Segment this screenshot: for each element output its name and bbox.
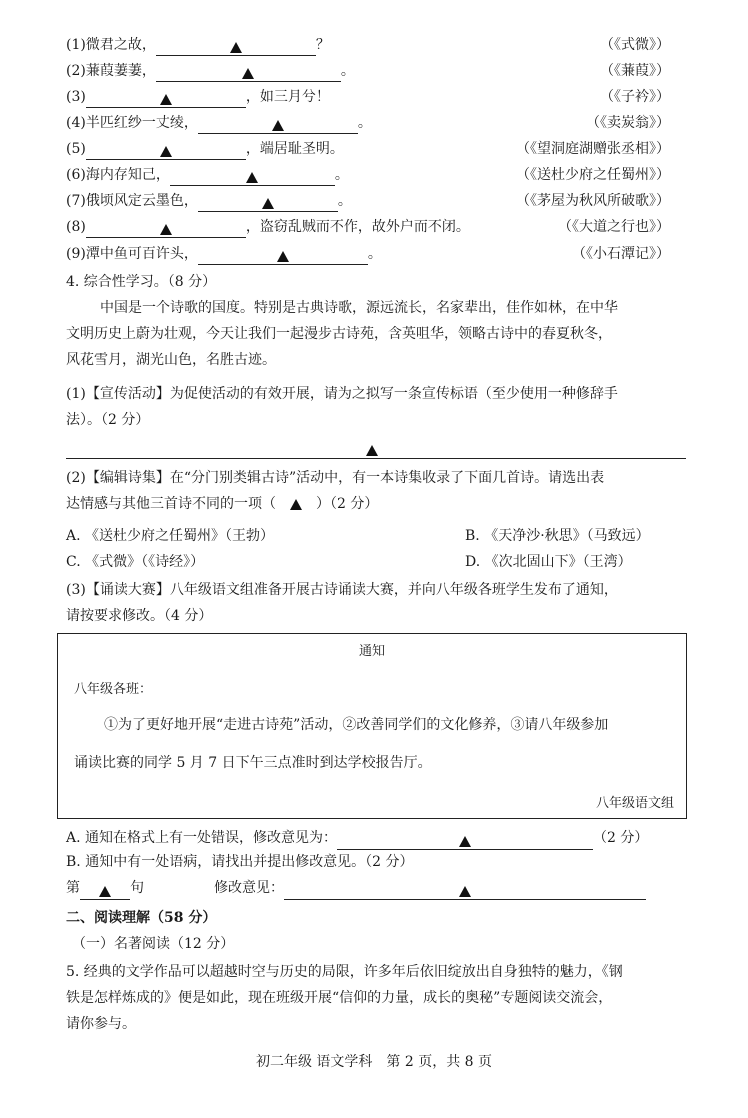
answer-marker-icon — [160, 146, 172, 157]
answer-marker-icon — [277, 251, 289, 262]
fill-blank-row-3 — [66, 86, 670, 108]
item-number: (9) — [66, 246, 86, 262]
answer-blank[interactable] — [198, 117, 358, 134]
q4-part2-line2 — [66, 492, 378, 516]
item-text: 潭中鱼可百许头， — [85, 246, 198, 262]
answer-marker-icon — [160, 94, 172, 105]
fill-blank-row-2 — [66, 60, 670, 82]
fill-blank-row-8 — [66, 216, 670, 238]
source-title: （《送杜少府之任蜀州》） — [516, 167, 670, 183]
item-text: ，盗窃乱贼而不作，故外户而不闭。 — [245, 219, 470, 235]
section-2-title: 二、阅读理解（58 分） — [66, 910, 217, 926]
notice-body-line1: ①为了更好地开展“走进古诗苑”活动，②改善同学们的文化修养，③请八年级参加 — [104, 717, 609, 733]
q4-part2-score: ）（2 分） — [316, 496, 379, 512]
option-a: A. 《送杜少府之任蜀州》（王勃） — [66, 528, 275, 544]
answer-blank[interactable] — [170, 169, 335, 186]
qa-answer-blank[interactable] — [337, 833, 593, 850]
fill-blank-row-7 — [66, 190, 670, 212]
q5-line-2: 铁是怎样炼成的》便是如此，现在班级开展“信仰的力量，成长的奥秘”专题阅读交流会， — [66, 990, 613, 1006]
answer-marker-icon — [366, 445, 378, 456]
item-text: ？ — [315, 37, 330, 53]
qa-label: A. 通知在格式上有一处错误，修改意见为： — [66, 830, 338, 846]
item-text: 半匹红纱一丈绫， — [85, 115, 198, 131]
answer-marker-icon — [290, 499, 302, 510]
answer-marker-icon — [459, 836, 471, 847]
answer-blank[interactable] — [156, 65, 341, 82]
intro-line-1: 中国是一个诗歌的国度。特别是古典诗歌，源远流长，名家辈出，佳作如林，在中华 — [100, 300, 618, 316]
item-text: ，如三月兮！ — [245, 89, 330, 105]
notice-body-line2: 诵读比赛的同学 5 月 7 日下午三点准时到达学校报告厅。 — [74, 755, 432, 771]
answer-blank[interactable] — [198, 195, 338, 212]
item-number: (1) — [66, 37, 86, 53]
answer-blank[interactable] — [86, 143, 246, 160]
item-text: 俄顷风定云墨色， — [85, 193, 198, 209]
notice-title: 通知 — [358, 644, 385, 659]
fill-blank-row-4 — [66, 112, 670, 134]
answer-blank[interactable] — [156, 39, 316, 56]
option-d: D. 《次北固山下》（王湾） — [465, 554, 632, 570]
answer-marker-icon — [230, 42, 242, 53]
fill-blank-row-1 — [66, 34, 670, 56]
answer-blank[interactable] — [86, 221, 246, 238]
qa-score: （2 分） — [593, 830, 649, 846]
notice-salutation: 八年级各班： — [74, 682, 153, 697]
answer-blank[interactable] — [198, 248, 368, 265]
qa-row — [66, 826, 648, 850]
fill-blank-row-5 — [66, 138, 670, 160]
slogan-answer-line[interactable] — [66, 440, 686, 459]
qb-label: B. 通知中有一处语病，请找出并提出修改意见。（2 分） — [66, 854, 414, 870]
answer-marker-icon — [272, 120, 284, 131]
item-text: 蒹葭萋萋， — [85, 63, 156, 79]
item-text: 。 — [334, 167, 349, 183]
qb-mid: 句 — [130, 880, 144, 896]
section-2-sub: （一）名著阅读（12 分） — [72, 936, 235, 952]
answer-marker-icon — [459, 886, 471, 897]
sentence-number-blank[interactable] — [80, 883, 130, 900]
answer-marker-icon — [99, 886, 111, 897]
fill-blank-row-9 — [66, 243, 670, 265]
item-number: (6) — [66, 167, 86, 183]
source-title: （《蒹葭》） — [600, 63, 670, 79]
item-text: 。 — [367, 246, 382, 262]
suggestion-blank[interactable] — [284, 883, 646, 900]
item-text: ，端居耻圣明。 — [245, 141, 344, 157]
source-title: （《子衿》） — [600, 89, 670, 105]
notice-box — [57, 633, 687, 819]
source-title: （《卖炭翁》） — [586, 115, 670, 131]
q4-part2-text: 达情感与其他三首诗不同的一项（ — [66, 496, 276, 512]
item-number: (2) — [66, 63, 86, 79]
answer-marker-icon — [246, 172, 258, 183]
answer-marker-icon — [242, 68, 254, 79]
notice-signature: 八年级语文组 — [595, 796, 674, 811]
intro-line-2: 文明历史上蔚为壮观，今天让我们一起漫步古诗苑，含英咀华，领略古诗中的春夏秋冬， — [66, 326, 612, 342]
item-text: 微君之故， — [85, 37, 156, 53]
item-text: 。 — [340, 63, 355, 79]
q5-line-1: 5. 经典的文学作品可以超越时空与历史的局限，许多年后依旧绽放出自身独特的魅力，《钢 — [66, 964, 623, 980]
item-text: 。 — [337, 193, 352, 209]
source-title: （《茅屋为秋风所破歌》） — [516, 193, 670, 209]
source-title: （《小石潭记》） — [572, 246, 670, 262]
source-title: （《式微》） — [600, 37, 670, 53]
item-number: (3) — [66, 89, 86, 105]
q4-part2-line1: (2)【编辑诗集】在“分门别类辑古诗”活动中，有一本诗集收录了下面几首诗。请选出表 — [66, 470, 605, 486]
item-number: (7) — [66, 193, 86, 209]
page-footer: 初二年级 语文学科 第 2 页，共 8 页 — [255, 1054, 493, 1070]
qb-suggest-label: 修改意见： — [214, 880, 284, 896]
answer-marker-icon — [262, 198, 274, 209]
source-title: （《望洞庭湖赠张丞相》） — [516, 141, 670, 157]
fill-blank-row-6 — [66, 164, 670, 186]
question-4-title: 4. 综合性学习。（8 分） — [66, 274, 217, 290]
q4-part1-line1: (1)【宣传活动】为促使活动的有效开展，请为之拟写一条宣传标语（至少使用一种修辞手 — [66, 386, 618, 402]
answer-blank[interactable] — [86, 91, 246, 108]
answer-marker-icon — [160, 224, 172, 235]
q4-part1-line2: 法）。（2 分） — [66, 412, 150, 428]
option-c: C. 《式微》（《诗经》） — [66, 554, 205, 570]
intro-line-3: 风花雪月，湖光山色，名胜古迹。 — [66, 352, 276, 368]
q5-line-3: 请你参与。 — [66, 1016, 136, 1032]
qb-prefix: 第 — [66, 880, 80, 896]
item-number: (5) — [66, 141, 86, 157]
item-number: (4) — [66, 115, 86, 131]
q4-part3-line1: (3)【诵读大赛】八年级语文组准备开展古诗诵读大赛，并向八年级各班学生发布了通知， — [66, 582, 618, 598]
q4-part3-line2: 请按要求修改。（4 分） — [66, 608, 213, 624]
item-text: 。 — [357, 115, 372, 131]
option-b: B. 《天净沙·秋思》（马致远） — [465, 528, 650, 544]
qb-answer-row — [66, 876, 646, 900]
item-text: 海内存知己， — [85, 167, 170, 183]
source-title: （《大道之行也》） — [558, 219, 670, 235]
item-number: (8) — [66, 219, 86, 235]
